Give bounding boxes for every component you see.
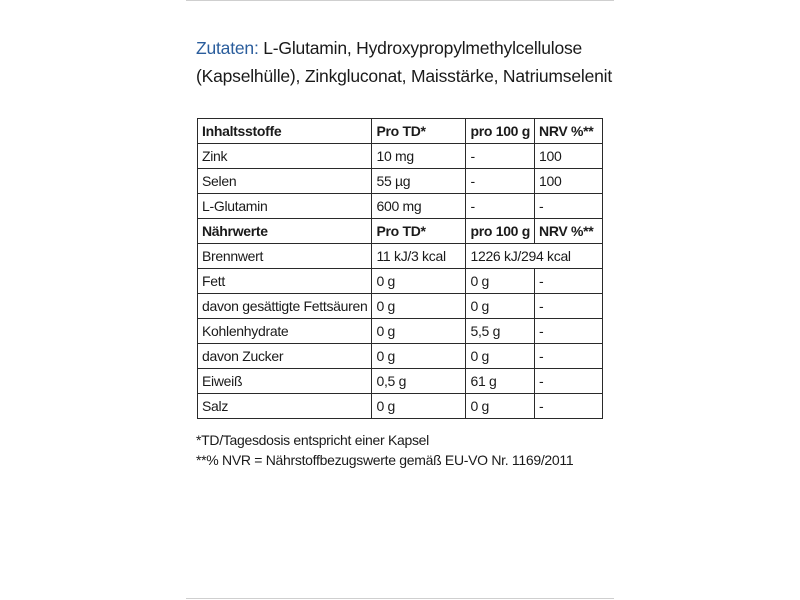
- header-cell: Nährwerte: [198, 219, 372, 244]
- table-cell: 0 g: [466, 344, 535, 369]
- table-cell: 10 mg: [372, 144, 466, 169]
- table-header-row: [198, 219, 603, 244]
- table-cell: davon Zucker: [198, 344, 372, 369]
- table-cell: Brennwert: [198, 244, 372, 269]
- table-cell: Zink: [198, 144, 372, 169]
- table-cell: 0 g: [372, 394, 466, 419]
- header-cell: pro 100 g: [466, 219, 535, 244]
- header-cell: NRV %**: [535, 219, 603, 244]
- table-row: [198, 319, 603, 344]
- table-row: [198, 294, 603, 319]
- table-cell: L-Glutamin: [198, 194, 372, 219]
- header-cell: pro 100 g: [466, 119, 535, 144]
- table-cell: 100: [535, 169, 603, 194]
- table-cell: 55 µg: [372, 169, 466, 194]
- table-cell: -: [535, 319, 603, 344]
- bottom-divider: [186, 598, 614, 599]
- table-cell: Fett: [198, 269, 372, 294]
- table-cell: 5,5 g: [466, 319, 535, 344]
- table-row: [198, 394, 603, 419]
- table-row: [198, 269, 603, 294]
- table-cell: 61 g: [466, 369, 535, 394]
- table-cell: Eiweiß: [198, 369, 372, 394]
- table-cell: 0,5 g: [372, 369, 466, 394]
- table-cell: -: [535, 294, 603, 319]
- table-cell: -: [466, 194, 535, 219]
- table-cell: 0 g: [372, 319, 466, 344]
- table-row: [198, 144, 603, 169]
- table-header-row: [198, 119, 603, 144]
- table-cell: Salz: [198, 394, 372, 419]
- table-row: [198, 194, 603, 219]
- table-cell: Kohlenhydrate: [198, 319, 372, 344]
- table-cell: 100: [535, 144, 603, 169]
- footnote-daily-dose: *TD/Tagesdosis entspricht einer Kapsel: [196, 432, 429, 448]
- table-cell: 0 g: [466, 269, 535, 294]
- table-cell: -: [535, 194, 603, 219]
- top-divider: [186, 0, 614, 1]
- ingredients-text: [196, 34, 616, 90]
- table-cell: 0 g: [372, 344, 466, 369]
- table-cell: Selen: [198, 169, 372, 194]
- header-cell: Pro TD*: [372, 119, 466, 144]
- table-cell: 1226 kJ/294 kcal: [466, 244, 603, 269]
- table-cell: -: [535, 369, 603, 394]
- ingredients-label: Zutaten:: [196, 38, 259, 58]
- table-cell: 0 g: [372, 294, 466, 319]
- footnotes: [196, 430, 573, 470]
- table-cell: 0 g: [466, 394, 535, 419]
- table-cell: 0 g: [466, 294, 535, 319]
- table-cell: -: [535, 344, 603, 369]
- table-cell: -: [466, 144, 535, 169]
- table-cell: 0 g: [372, 269, 466, 294]
- table-cell: davon gesättigte Fettsäuren: [198, 294, 372, 319]
- nutrition-table: [197, 118, 603, 419]
- table-cell: -: [535, 269, 603, 294]
- header-cell: NRV %**: [535, 119, 603, 144]
- table-cell: 11 kJ/3 kcal: [372, 244, 466, 269]
- table-row: [198, 169, 603, 194]
- footnote-nrv: **% NVR = Nährstoffbezugswerte gemäß EU-VO Nr. 1169/2011: [196, 452, 574, 468]
- table-row: [198, 369, 603, 394]
- table-row: [198, 344, 603, 369]
- table-cell: -: [466, 169, 535, 194]
- table-cell: -: [535, 394, 603, 419]
- table-cell: 600 mg: [372, 194, 466, 219]
- table-row: [198, 244, 603, 269]
- header-cell: Pro TD*: [372, 219, 466, 244]
- ingredients-list: L-Glutamin, Hydroxypropylmethylcellulose (Kapselhülle), Zinkgluconat, Maisstärke, Natriumselenit: [196, 38, 612, 86]
- header-cell: Inhaltsstoffe: [198, 119, 372, 144]
